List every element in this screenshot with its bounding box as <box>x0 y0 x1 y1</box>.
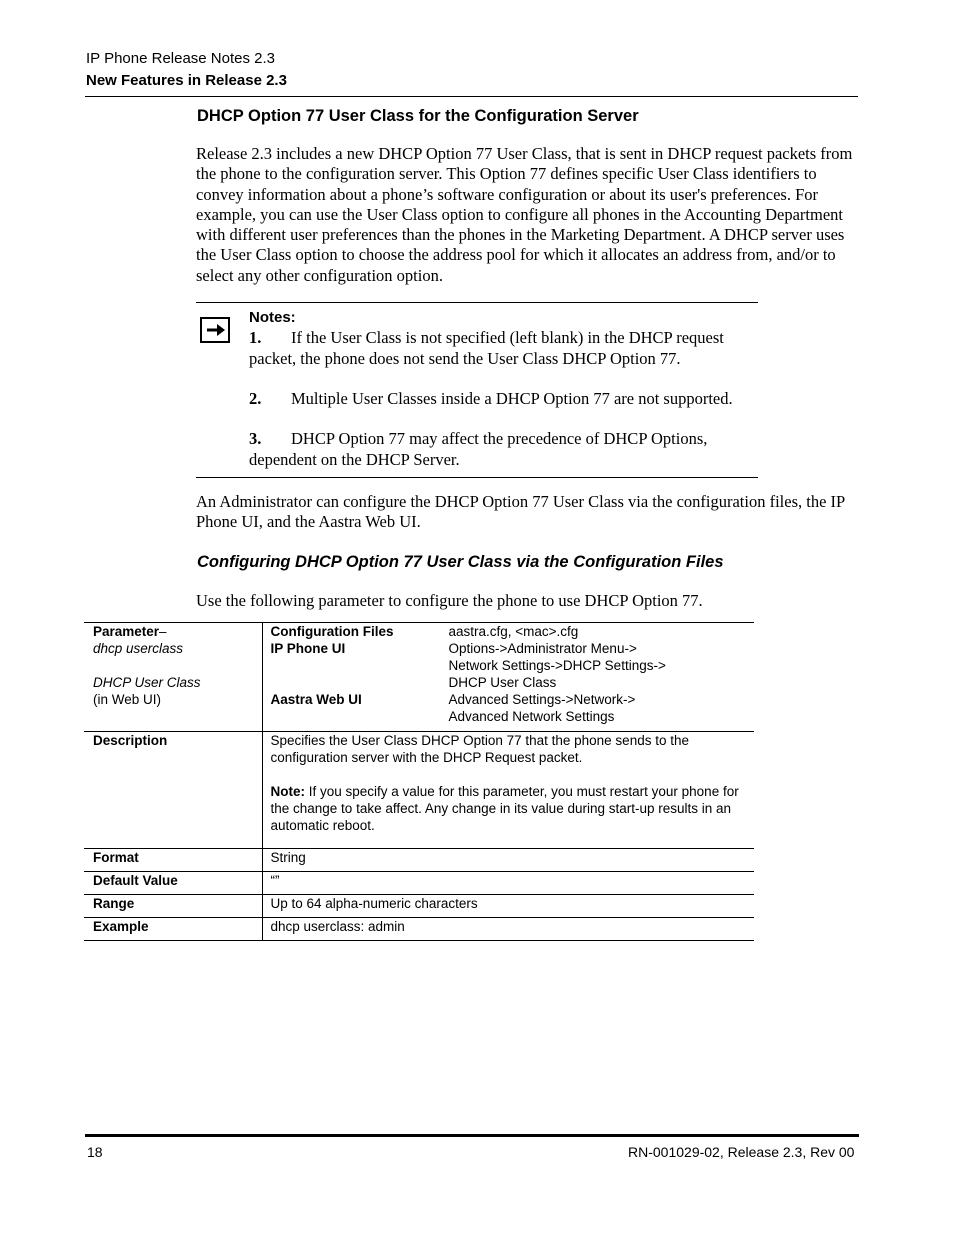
running-header-chapter: New Features in Release 2.3 <box>86 72 287 89</box>
format-value: String <box>262 849 754 872</box>
header-rule <box>85 96 858 97</box>
range-label: Range <box>84 895 262 918</box>
location-config-files: Configuration Files aastra.cfg, <mac>.cfg <box>270 624 579 639</box>
parameter-cell <box>84 623 262 732</box>
parameter-name: dhcp userclass <box>93 641 184 657</box>
table-row <box>84 732 754 849</box>
notes-bottom-rule <box>196 477 758 478</box>
footer-rule <box>85 1134 859 1137</box>
locations-cell <box>262 623 754 732</box>
note-number: 3. <box>249 429 262 448</box>
admin-paragraph: An Administrator can configure the DHCP Option 77 User Class via the configuration files, the IP Phone UI, and the Aastra Web UI. <box>196 492 845 532</box>
table-row <box>84 623 754 732</box>
default-value: “” <box>262 872 754 895</box>
note-item <box>249 328 759 369</box>
format-label: Format <box>84 849 262 872</box>
parameter-webui-note: (in Web UI) <box>93 692 162 708</box>
subsection-title: Configuring DHCP Option 77 User Class via the Configuration Files <box>197 553 724 571</box>
note-item <box>249 429 759 470</box>
description-note: Note: If you specify a value for this parameter, you must restart your phone for the change to take affect. Any change in its value during start-up results in an automatic reboot. <box>270 784 739 834</box>
range-value: Up to 64 alpha-numeric characters <box>262 895 754 918</box>
intro-paragraph: Release 2.3 includes a new DHCP Option 77 User Class, that is sent in DHCP request packets from the phone to the configuration server. This Option 77 defines specific User Class identifiers to convey information about a phone’s software configuration or about its user's preferences. For example, you can use the User Class option to configure all phones in the Accounting Department with different user preferences than the phones in the Marketing Department. A DHCP server uses the User Class option to choose the address pool for which it allocates an address from, and/or to select any other configuration option. <box>196 144 853 285</box>
notes-top-rule <box>196 302 758 303</box>
table-row <box>84 872 754 895</box>
default-value-label: Default Value <box>84 872 262 895</box>
example-value: dhcp userclass: admin <box>262 918 754 941</box>
parameter-webui-name: DHCP User Class <box>93 675 201 691</box>
description-label: Description <box>84 732 262 849</box>
description-text: Specifies the User Class DHCP Option 77 that the phone sends to the configuration server with the DHCP Request packet. <box>270 733 689 766</box>
location-aastra-web-ui: Aastra Web UI Advanced Settings->Network-> Advanced Network Settings <box>270 692 636 725</box>
parameter-table <box>84 622 754 941</box>
running-header-title: IP Phone Release Notes 2.3 <box>86 50 276 67</box>
location-ip-phone-ui: IP Phone UI Options->Administrator Menu-> Network Settings->DHCP Settings-> DHCP User Class <box>270 641 666 691</box>
parameter-label: Parameter <box>93 624 160 639</box>
notes-heading: Notes: <box>249 309 296 326</box>
note-number: 1. <box>249 328 262 347</box>
description-cell <box>262 732 754 849</box>
table-row <box>84 849 754 872</box>
section-title: DHCP Option 77 User Class for the Configuration Server <box>197 107 639 125</box>
arrow-right-icon <box>200 317 230 343</box>
note-item <box>249 389 759 410</box>
note-number: 2. <box>249 389 262 408</box>
table-row <box>84 895 754 918</box>
note-text: If the User Class is not specified (left blank) in the DHCP request packet, the phone does not send the User Class DHCP Option 77. <box>249 328 724 368</box>
page-number: 18 <box>87 1144 103 1160</box>
document-id: RN-001029-02, Release 2.3, Rev 00 <box>628 1144 855 1160</box>
note-text: Multiple User Classes inside a DHCP Option 77 are not supported. <box>291 389 733 408</box>
note-text: DHCP Option 77 may affect the precedence of DHCP Options, dependent on the DHCP Server. <box>249 429 708 469</box>
subsection-lead: Use the following parameter to configure the phone to use DHCP Option 77. <box>196 591 703 610</box>
parameter-dash: – <box>159 624 167 639</box>
example-label: Example <box>84 918 262 941</box>
table-row <box>84 918 754 941</box>
